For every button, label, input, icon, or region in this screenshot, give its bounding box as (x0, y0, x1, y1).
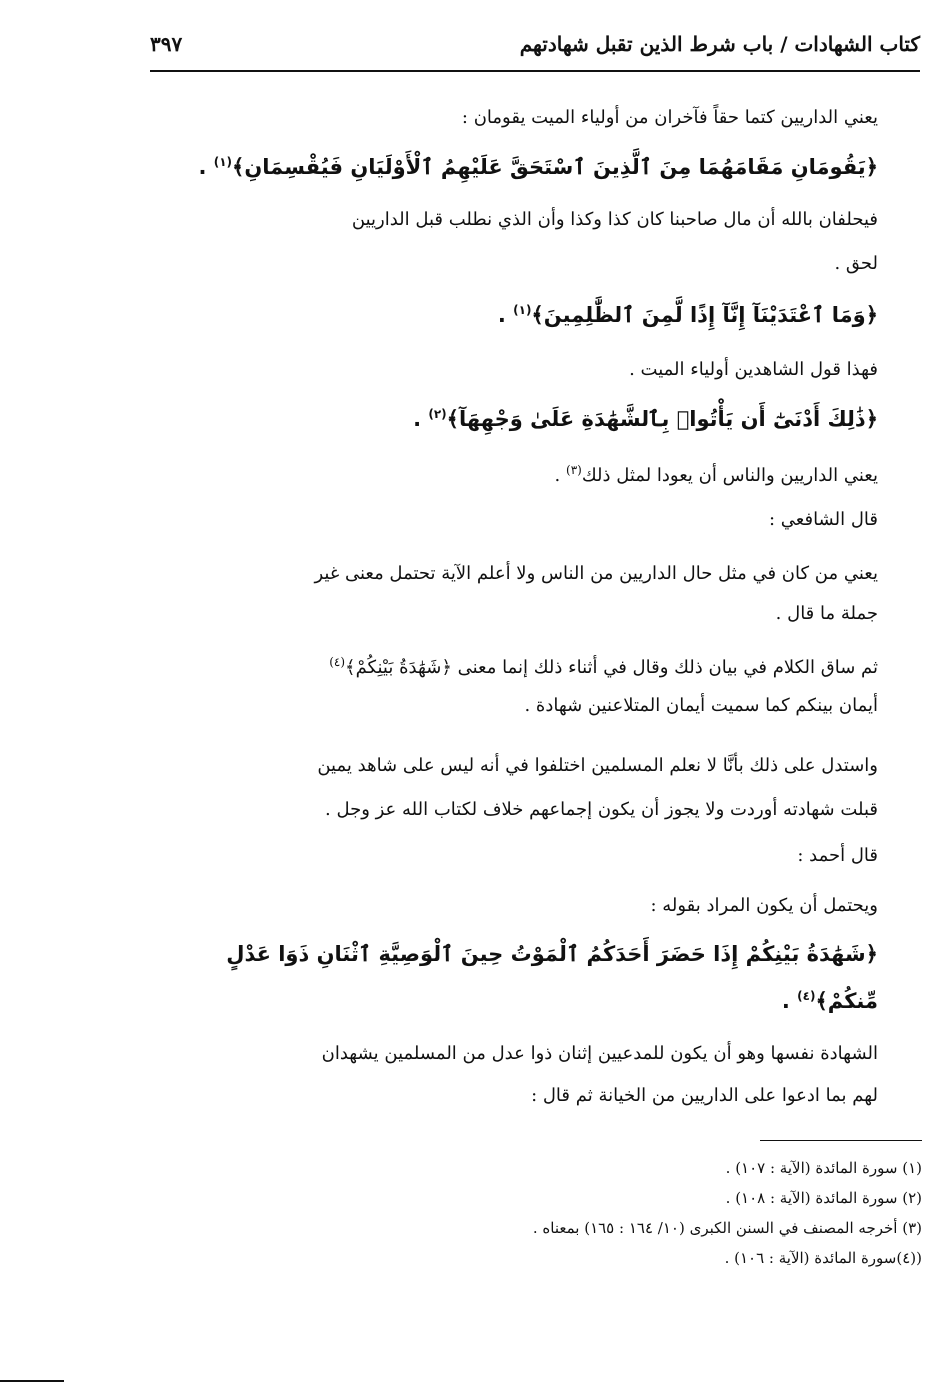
text-line: ثم ساق الكلام في بيان ذلك وقال في أثناء ذلك إنما معنى ﴿شَهَٰدَةُ بَيْنِكُمْ﴾$^{(٤)}$ (329, 655, 878, 678)
text-line: يعني الداريين والناس أن يعودا لمثل ذلك$^{(٣)}$ . (554, 463, 878, 486)
header-rule (150, 70, 920, 72)
text-line: أيمان بينكم كما سميت أيمان المتلاعنين شهادة . (524, 695, 878, 716)
footnote-ref: (٤) (797, 989, 816, 1003)
chapter-title: كتاب الشهادات / باب شرط الذين تقبل شهادتهم (519, 32, 920, 56)
running-header (150, 28, 920, 64)
text-line: ويحتمل أن يكون المراد بقوله : (650, 895, 878, 916)
text-line: قال أحمد : (797, 845, 878, 866)
footnote: (٢) سورة المائدة (الآية : ١٠٨) . (725, 1189, 922, 1207)
quran-verse: ﴿وَمَا ٱعْتَدَيْنَآ إِنَّآ إِذًا لَّمِنَ ٱلظَّٰلِمِينَ﴾$^{(١)}$ . (497, 303, 878, 327)
scan-edge-mark (0, 1380, 64, 1382)
page-number: ٣٩٧ (150, 32, 183, 56)
footnote-ref: (٤) (329, 655, 346, 669)
footnote-rule (760, 1140, 922, 1141)
text-line: الشهادة نفسها وهو أن يكون للمدعيين إثنان ذوا عدل من المسلمين يشهدان (321, 1043, 878, 1064)
text-line: جملة ما قال . (775, 603, 878, 624)
footnote-ref: (٢) (428, 407, 447, 421)
footnote: (٣) أخرجه المصنف في السنن الكبرى (١٠/ ١٦٤ : ١٦٥) بمعناه . (532, 1219, 922, 1237)
text-line: يعني الداريين كتما حقاً فآخران من أولياء الميت يقومان : (461, 107, 878, 128)
text-line: فيحلفان بالله أن مال صاحبنا كان كذا وكذا وأن الذي نطلب قبل الداريين (351, 209, 878, 230)
footnote-ref: (٣) (566, 463, 582, 477)
quran-verse: مِّنكُمْ﴾$^{(٤)}$ . (781, 989, 878, 1013)
quran-verse: ﴿شَهَٰدَةُ بَيْنِكُمْ إِذَا حَضَرَ أَحَدَكُمُ ٱلْمَوْتُ حِينَ ٱلْوَصِيَّةِ ٱثْنَانِ ذَوَا عَدْلٍ (226, 942, 878, 966)
quran-verse: ﴿ذَٰلِكَ أَدْنَىٰٓ أَن يَأْتُوا۟ بِٱلشَّهَٰدَةِ عَلَىٰ وَجْهِهَآ﴾$^{(٢)}$ . (413, 407, 878, 431)
footnote-ref: (١) (513, 303, 532, 317)
text-line: قبلت شهادته أوردت ولا يجوز أن يكون إجماعهم خلاف لكتاب الله عز وجل . (325, 799, 878, 820)
text-line: لحق . (834, 253, 878, 274)
text-line: واستدل على ذلك بأنَّا لا نعلم المسلمين اختلفوا في أنه ليس على شاهد يمين (317, 755, 878, 776)
text-line: قال الشافعي : (769, 509, 878, 530)
footnote: ((٤)سورة المائدة (الآية : ١٠٦) . (724, 1249, 922, 1267)
footnote-ref: (١) (213, 155, 233, 169)
text-line: يعني من كان في مثل حال الداريين من الناس ولا أعلم الآية تحتمل معنى غير (314, 563, 878, 584)
footnote: (١) سورة المائدة (الآية : ١٠٧) . (725, 1159, 922, 1177)
text-line: فهذا قول الشاهدين أولياء الميت . (629, 359, 878, 380)
text-line: لهم بما ادعوا على الداريين من الخيانة ثم قال : (531, 1085, 878, 1106)
quran-verse: ﴿يَقُومَانِ مَقَامَهُمَا مِنَ ٱلَّذِينَ ٱسْتَحَقَّ عَلَيْهِمُ ٱلْأَوْلَيَانِ فَيُقْسِمَانِ﴾$^{(١)}$ . (198, 155, 878, 179)
